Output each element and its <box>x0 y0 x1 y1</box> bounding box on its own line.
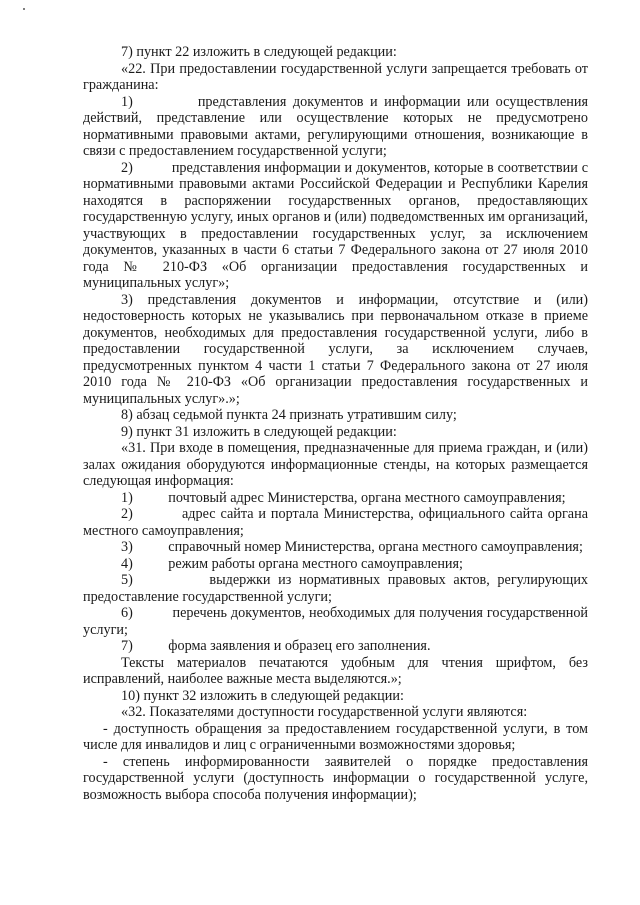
list-number: 7) <box>121 638 133 654</box>
list-text: перечень документов, необходимых для получения государственной услуги; <box>83 605 588 638</box>
document-page <box>83 44 588 803</box>
paragraph-32-intro: «32. Показателями доступности государственной услуги являются: <box>121 704 528 720</box>
paragraph-texts: Тексты материалов печатаются удобным для чтения шрифтом, без исправлений, наиболее важные места выделяются.»; <box>83 654 588 687</box>
list-number: 4) <box>121 555 133 572</box>
list-number: 1) <box>121 93 133 110</box>
list-number: 1) <box>121 489 133 506</box>
list-item-31-5 <box>83 572 588 605</box>
paragraph-9: 9) пункт 31 изложить в следующей редакции: <box>121 423 397 440</box>
scan-speck <box>23 8 25 10</box>
list-item-31-3 <box>83 539 588 556</box>
list-item-22-3: 3) представления документов и информации, отсутствие и (или) недостоверность которых не указывались при первоначальном отказе в приеме документов, необходимых для предоставления государственной услуги, либо в предоставлении государственной услуги, за исключением случаев, предусмотренных пунктом 4 части 1 статьи 7 Федерального закона от 27 июля 2010 года № 210-ФЗ «Об организации предоставления государственных и муниципальных услуг».»; <box>83 291 588 407</box>
list-item-31-1 <box>83 490 588 507</box>
list-text: форма заявления и образец его заполнения. <box>168 638 431 654</box>
list-number: 6) <box>121 605 133 621</box>
list-number: 3) <box>121 539 133 555</box>
list-text: представления информации и документов, которые в соответствии с нормативными правовыми актами Российской Федерации и Республики Карелия находятся в распоряжении государственных органов, предоставляющих государственную услугу, иных органов и (или) подведомственных им организаций, участвующих в предоставлении государственных услуг, за исключением документов, указанных в части 6 статьи 7 Федерального закона от 27 июля 2010 года № 210-ФЗ «Об организации предоставления государственных и муниципальных услуг»; <box>83 159 588 291</box>
paragraph-8: 8) абзац седьмой пункта 24 признать утратившим силу; <box>121 407 457 423</box>
list-number: 2) <box>121 506 133 522</box>
dash-item-2: - степень информированности заявителей о порядке предоставления государственной услуги (доступность информации о государственной услуге, возможность выбора способа получения информации); <box>83 753 588 803</box>
list-text: почтовый адрес Министерства, органа местного самоуправления; <box>168 489 566 506</box>
list-number: 2) <box>121 159 133 176</box>
list-number: 5) <box>121 572 133 588</box>
paragraph-10: 10) пункт 32 изложить в следующей редакции: <box>121 687 404 704</box>
list-text: режим работы органа местного самоуправления; <box>168 555 463 572</box>
list-item-31-7 <box>83 638 588 655</box>
paragraph-31-intro: «31. При входе в помещения, предназначенные для приема граждан, и (или) залах ожидания оборудуются информационные стенды, на которых размещается следующая информация: <box>83 440 588 489</box>
list-item-31-4 <box>83 556 588 573</box>
list-item-31-6 <box>83 605 588 638</box>
list-item-22-2 <box>83 160 588 292</box>
list-text: представления документов и информации или осуществления действий, представление или осуществление которых не предусмотрено нормативными правовыми актами, регулирующими отношения, возникающие в связи с предоставлением государственной услуги; <box>83 93 589 159</box>
list-text: адрес сайта и портала Министерства, официального сайта органа местного самоуправления; <box>83 506 588 539</box>
dash-item-1: - доступность обращения за предоставлением государственной услуги, в том числе для инвалидов и лиц с ограниченными возможностями здоровья; <box>83 720 588 753</box>
list-item-31-2 <box>83 506 588 539</box>
list-item-22-1 <box>83 94 588 160</box>
list-text: выдержки из нормативных правовых актов, регулирующих предоставление государственной услуги; <box>83 572 588 605</box>
paragraph-22-intro: «22. При предоставлении государственной услуги запрещается требовать от гражданина: <box>83 60 588 93</box>
list-text: справочный номер Министерства, органа местного самоуправления; <box>168 539 583 555</box>
paragraph-7: 7) пункт 22 изложить в следующей редакции: <box>121 44 397 60</box>
